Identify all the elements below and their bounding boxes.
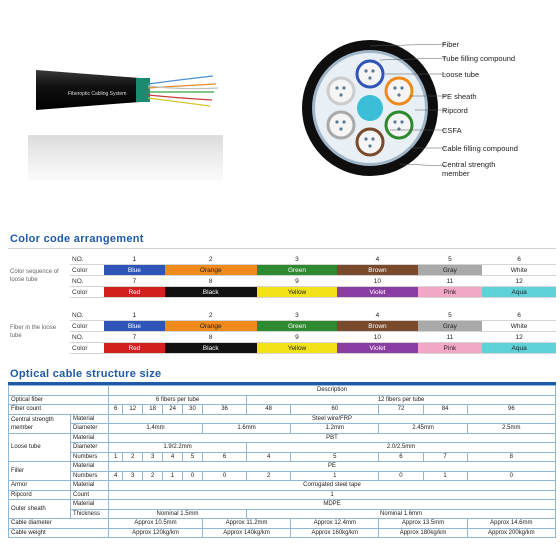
callout-csfa: CSFA <box>442 126 462 135</box>
color-cell: 8 <box>165 332 257 343</box>
color-cell: Black <box>165 287 257 298</box>
color-cell: 3 <box>257 254 338 265</box>
color-cell: White <box>482 321 556 332</box>
color-cell: Orange <box>165 265 257 276</box>
cell: 30 <box>183 405 203 415</box>
color-row-label: NO. <box>70 276 104 287</box>
row-label: Fiber count <box>9 405 109 415</box>
color-code-row <box>8 310 556 321</box>
color-cell: 6 <box>482 254 556 265</box>
cell: 1.9/2.2mm <box>109 443 247 453</box>
cell: 1 <box>109 452 123 462</box>
cell: PE <box>109 462 556 472</box>
color-code-row <box>8 332 556 343</box>
color-cell: 2 <box>165 254 257 265</box>
cell: 1.2mm <box>291 424 379 434</box>
cell: 5 <box>183 452 203 462</box>
cell: Nominal 1.5mm <box>109 509 247 519</box>
row-sub: Numbers <box>71 471 109 481</box>
cell: 72 <box>379 405 423 415</box>
row-label: Loose tube <box>9 433 71 462</box>
color-cell: 6 <box>482 310 556 321</box>
color-cell: Red <box>104 287 165 298</box>
color-code-row <box>8 276 556 287</box>
color-cell: 7 <box>104 332 165 343</box>
cell: 60 <box>291 405 379 415</box>
color-code-table <box>8 254 556 354</box>
color-cell: 2 <box>165 310 257 321</box>
cell: 6 <box>379 452 423 462</box>
cell: 4 <box>163 452 183 462</box>
cell: 0 <box>379 471 423 481</box>
cell: 1 <box>163 471 183 481</box>
color-cell: 1 <box>104 310 165 321</box>
cell: 2 <box>143 471 163 481</box>
callout-tube-filling: Tube filling compound <box>442 54 516 63</box>
cell: 7 <box>423 452 467 462</box>
color-cell: 1 <box>104 254 165 265</box>
color-cell: Blue <box>104 321 165 332</box>
cell: Nominal 1.6mm <box>247 509 556 519</box>
cell: 1.6mm <box>202 424 290 434</box>
row-sub: Diameter <box>71 424 109 434</box>
color-cell: Pink <box>418 287 483 298</box>
callout-loose-tube: Loose tube <box>442 70 480 79</box>
color-row-label: Color <box>70 265 104 276</box>
color-cell: 7 <box>104 276 165 287</box>
cell: 8 <box>467 452 555 462</box>
cell: 6 fibers per tube <box>109 395 247 405</box>
cell: MDPE <box>109 500 556 510</box>
cable-brand-text: Fiberoptic Cabling System <box>68 91 127 97</box>
cell: 3 <box>123 471 143 481</box>
color-cell: Red <box>104 343 165 354</box>
row-sub: Material <box>71 500 109 510</box>
row-label: Filler <box>9 462 71 481</box>
color-cell: Violet <box>337 343 417 354</box>
color-cell: White <box>482 265 556 276</box>
color-cell: Black <box>165 343 257 354</box>
cell: 1 <box>291 471 379 481</box>
cell: Approx 180kg/km <box>379 528 467 538</box>
cell: Approx 12.4mm <box>291 519 379 529</box>
color-cell: Gray <box>418 321 483 332</box>
color-cell: Yellow <box>257 343 338 354</box>
cell: 2 <box>123 452 143 462</box>
color-cell: Brown <box>337 321 417 332</box>
color-cell: 11 <box>418 332 483 343</box>
cell: 2 <box>247 471 291 481</box>
color-group-label: Color sequence of loose tube <box>10 268 59 283</box>
cell: 6 <box>109 405 123 415</box>
color-row-label: Color <box>70 343 104 354</box>
row-sub: Diameter <box>71 443 109 453</box>
cell: Approx 13.5mm <box>379 519 467 529</box>
cell: Approx 11.2mm <box>202 519 290 529</box>
color-code-title: Color code arrangement <box>10 233 144 245</box>
color-cell: 12 <box>482 332 556 343</box>
cell: 0 <box>467 471 555 481</box>
color-cell: 4 <box>337 310 417 321</box>
callout-central-strength: Central strength member <box>442 160 496 178</box>
cell: 12 <box>123 405 143 415</box>
color-cell: 12 <box>482 276 556 287</box>
cell: 6 <box>202 452 246 462</box>
row-label: Cable diameter <box>9 519 109 529</box>
row-label: Armor <box>9 481 71 491</box>
cell: 2.0/2.5mm <box>247 443 556 453</box>
structure-title: Optical cable structure size <box>10 368 162 380</box>
structure-header: Description <box>109 386 556 396</box>
color-cell: Yellow <box>257 287 338 298</box>
color-cell: Aqua <box>482 287 556 298</box>
color-cell: 9 <box>257 332 338 343</box>
cell: 5 <box>291 452 379 462</box>
color-row-label: NO. <box>70 310 104 321</box>
color-code-row <box>8 287 556 298</box>
cell: Corrugated steel tape <box>109 481 556 491</box>
cell: 2.45mm <box>379 424 467 434</box>
cell: 3 <box>143 452 163 462</box>
cell: 4 <box>109 471 123 481</box>
color-code-row <box>8 254 556 265</box>
cell: 48 <box>247 405 291 415</box>
cell: 0 <box>183 471 203 481</box>
row-label: Ripcord <box>9 490 71 500</box>
callout-fiber: Fiber <box>442 40 460 49</box>
cell: 24 <box>163 405 183 415</box>
color-cell: Gray <box>418 265 483 276</box>
cell: Approx 120kg/km <box>109 528 203 538</box>
color-code-row <box>8 343 556 354</box>
color-cell: Pink <box>418 343 483 354</box>
color-cell: Blue <box>104 265 165 276</box>
callout-ripcord: Ripcord <box>442 106 468 115</box>
color-cell: 5 <box>418 310 483 321</box>
cell: Approx 14.6mm <box>467 519 555 529</box>
color-cell: 8 <box>165 276 257 287</box>
cell: 1 <box>423 471 467 481</box>
row-sub: Count <box>71 490 109 500</box>
cell: 2.5mm <box>467 424 555 434</box>
cell: 84 <box>423 405 467 415</box>
cell: Approx 10.5mm <box>109 519 203 529</box>
row-sub: Material <box>71 462 109 472</box>
row-sub: Material <box>71 414 109 424</box>
color-cell: Green <box>257 321 338 332</box>
row-sub: Material <box>71 433 109 443</box>
color-cell: 10 <box>337 332 417 343</box>
row-sub: Numbers <box>71 452 109 462</box>
color-row-label: Color <box>70 287 104 298</box>
color-row-label: Color <box>70 321 104 332</box>
cell: 12 fibers per tube <box>247 395 556 405</box>
color-code-row <box>8 265 556 276</box>
row-sub: Thickness <box>71 509 109 519</box>
color-cell: 3 <box>257 310 338 321</box>
cell: Approx 200kg/km <box>467 528 555 538</box>
color-cell: Brown <box>337 265 417 276</box>
cable-photo <box>28 40 223 180</box>
structure-table <box>8 385 556 538</box>
cell: Approx 140kg/km <box>202 528 290 538</box>
color-cell: Green <box>257 265 338 276</box>
cell: 18 <box>143 405 163 415</box>
callout-lines <box>370 38 448 188</box>
row-sub: Material <box>71 481 109 491</box>
cell: Approx 160kg/km <box>291 528 379 538</box>
cell: Steel wire/FRP <box>109 414 556 424</box>
cell: 36 <box>202 405 246 415</box>
row-label: Optical fiber <box>9 395 109 405</box>
color-code-row <box>8 321 556 332</box>
color-cell: 11 <box>418 276 483 287</box>
color-cell: Orange <box>165 321 257 332</box>
color-cell: 5 <box>418 254 483 265</box>
color-cell: 4 <box>337 254 417 265</box>
color-cell: 9 <box>257 276 338 287</box>
color-row-label: NO. <box>70 254 104 265</box>
callout-pe-sheath: PE sheath <box>442 92 477 101</box>
row-label: Cable weight <box>9 528 109 538</box>
color-cell: Aqua <box>482 343 556 354</box>
color-cell: 10 <box>337 276 417 287</box>
cell: 0 <box>202 471 246 481</box>
color-group-label: Fiber in the loose tube <box>10 324 57 339</box>
cell: 1 <box>109 490 556 500</box>
cell: 96 <box>467 405 555 415</box>
cell: PBT <box>109 433 556 443</box>
callout-cable-filling: Cable filling compound <box>442 144 518 153</box>
color-code-divider <box>8 248 556 249</box>
color-cell: Violet <box>337 287 417 298</box>
row-label: Outer sheath <box>9 500 71 519</box>
cell: 4 <box>247 452 291 462</box>
row-label: Central strength member <box>9 414 71 433</box>
cell: 1.4mm <box>109 424 203 434</box>
color-row-label: NO. <box>70 332 104 343</box>
